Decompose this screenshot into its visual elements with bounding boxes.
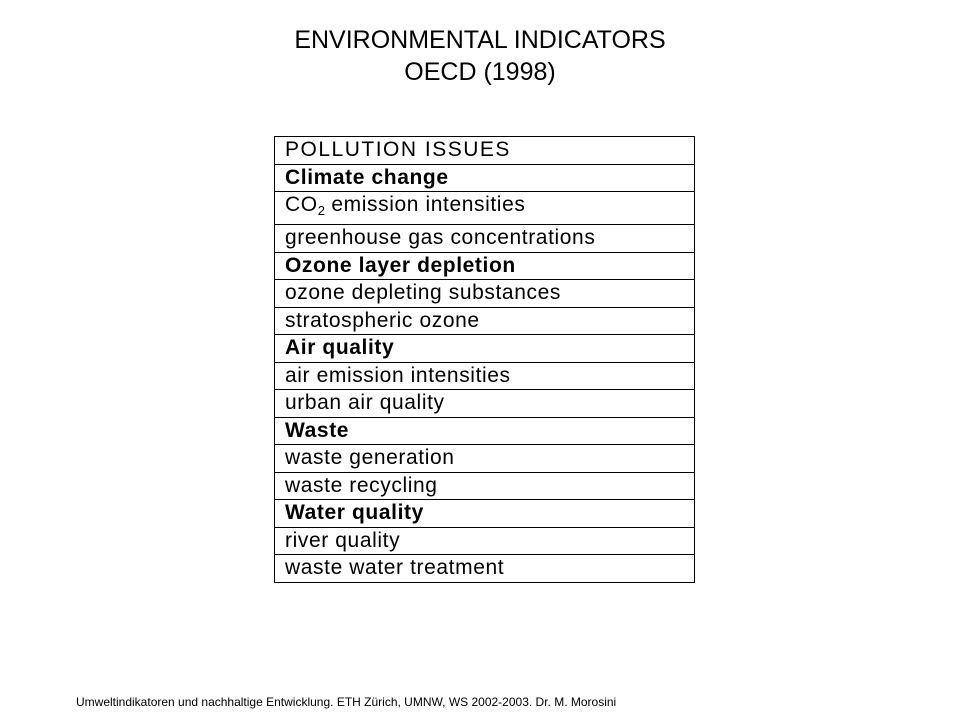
footer-citation: Umweltindikatoren und nachhaltige Entwicklung. ETH Zürich, UMNW, WS 2002-2003. Dr. M. Morosini <box>76 695 617 709</box>
title-line-1: ENVIRONMENTAL INDICATORS <box>294 26 666 54</box>
title-line-2: OECD (1998) <box>404 58 556 86</box>
indicators-table-body <box>275 137 695 583</box>
indicator-cell: waste water treatment <box>275 555 695 583</box>
table-row <box>275 390 695 418</box>
table-row <box>275 192 695 225</box>
subscript: 2 <box>317 203 325 218</box>
category-cell: Climate change <box>275 164 695 192</box>
indicator-cell: urban air quality <box>275 390 695 418</box>
table-row <box>275 280 695 308</box>
table-row <box>275 362 695 390</box>
table-header-row <box>275 137 695 165</box>
indicator-cell: ozone depleting substances <box>275 280 695 308</box>
table-row <box>275 307 695 335</box>
indicator-cell <box>275 192 695 225</box>
indicator-cell: air emission intensities <box>275 362 695 390</box>
indicator-cell: waste recycling <box>275 472 695 500</box>
indicator-cell: river quality <box>275 527 695 555</box>
table-row <box>275 335 695 363</box>
indicator-cell: greenhouse gas concentrations <box>275 225 695 253</box>
category-cell: Air quality <box>275 335 695 363</box>
indicator-text: CO <box>285 193 318 216</box>
table-row <box>275 445 695 473</box>
table-row <box>275 500 695 528</box>
table-row <box>275 252 695 280</box>
slide-title <box>0 24 960 88</box>
category-cell: Ozone layer depletion <box>275 252 695 280</box>
table-row <box>275 225 695 253</box>
indicator-cell: waste generation <box>275 445 695 473</box>
table-row <box>275 472 695 500</box>
category-cell: Waste <box>275 417 695 445</box>
table-row <box>275 527 695 555</box>
table-row <box>275 555 695 583</box>
category-cell: Water quality <box>275 500 695 528</box>
table-row <box>275 417 695 445</box>
table-header-cell: POLLUTION ISSUES <box>275 137 695 165</box>
table-row <box>275 164 695 192</box>
indicators-table <box>274 136 695 583</box>
indicator-cell: stratospheric ozone <box>275 307 695 335</box>
indicator-text-after: emission intensities <box>324 193 526 216</box>
